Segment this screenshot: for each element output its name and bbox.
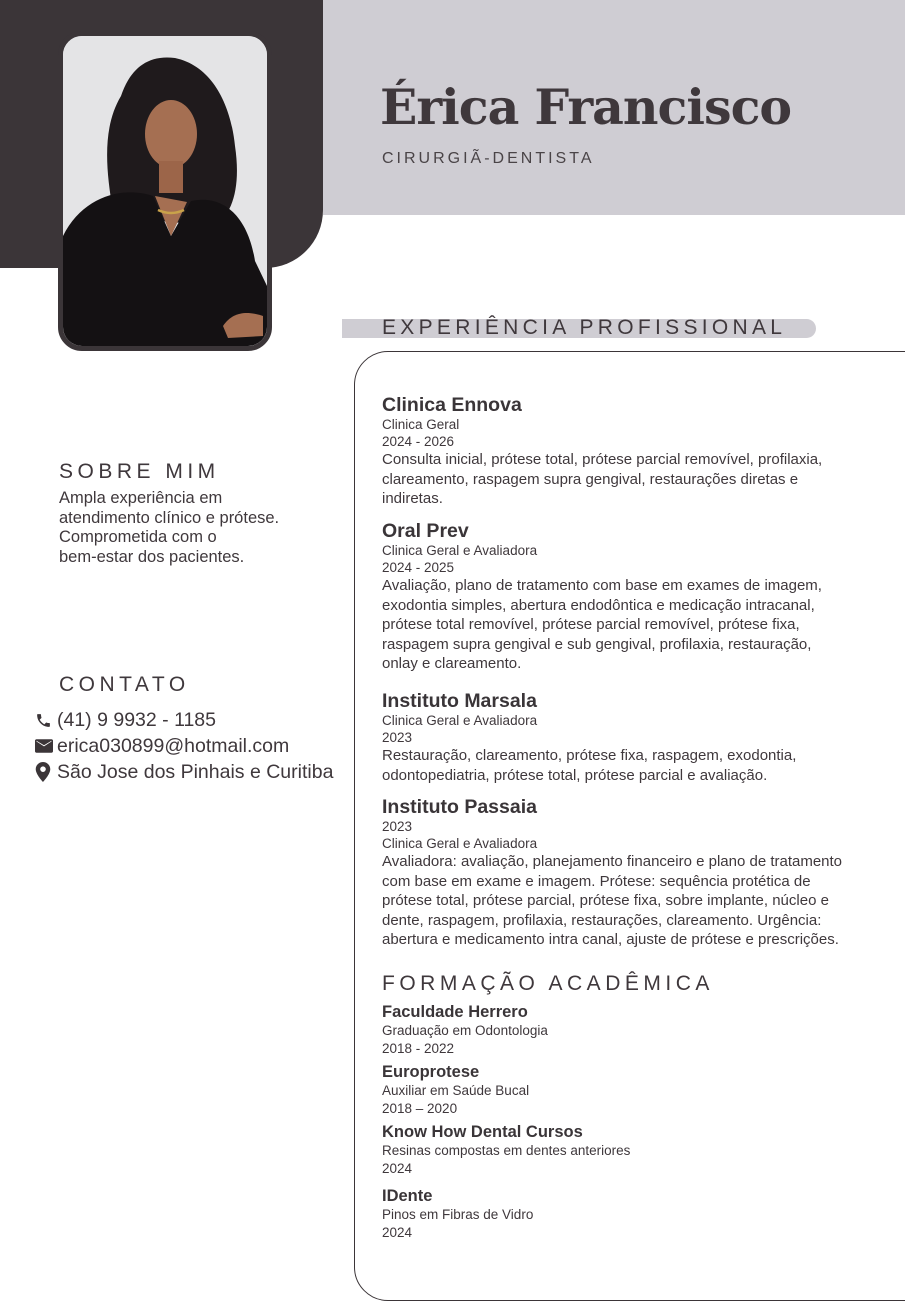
experience-heading: EXPERIÊNCIA PROFISSIONAL [382, 316, 787, 339]
phone-text: (41) 9 9932 - 1185 [57, 708, 216, 731]
mail-icon [35, 736, 57, 756]
school-name: Europrotese [382, 1063, 480, 1081]
job-title: CIRURGIÃ-DENTISTA [382, 150, 595, 167]
company-name: Instituto Marsala [382, 690, 537, 712]
position: Clinica Geral e Avaliadora [382, 543, 538, 558]
position: Clinica Geral e Avaliadora [382, 713, 538, 728]
contact-phone[interactable] [35, 707, 333, 733]
about-line: bem-estar dos pacientes. [59, 547, 245, 566]
contact-email[interactable] [35, 733, 333, 759]
period: 2023 [382, 730, 413, 745]
course-period: 2024 [382, 1160, 413, 1176]
school-name: Faculdade Herrero [382, 1003, 528, 1021]
period: 2024 - 2026 [382, 434, 455, 449]
course-name: Pinos em Fibras de Vidro [382, 1207, 534, 1222]
job-description [382, 746, 862, 785]
education-entry [382, 1122, 862, 1177]
course-name: Graduação em Odontologia [382, 1023, 548, 1038]
period: 2023 [382, 819, 413, 834]
experience-entry [382, 690, 862, 785]
period: 2024 - 2025 [382, 560, 455, 575]
position: Clinica Geral [382, 417, 460, 432]
contact-list [35, 707, 333, 785]
desc-line: dente, raspagem, profilaxia, restaurações, clareamento. Urgência: [382, 911, 822, 929]
about-line: Ampla experiência em [59, 489, 223, 507]
desc-line: indiretas. [382, 490, 443, 507]
position: Clinica Geral e Avaliadora [382, 836, 538, 851]
course-period: 2018 – 2020 [382, 1100, 458, 1116]
about-text [59, 489, 319, 567]
desc-line: Restauração, clareamento, prótese fixa, raspagem, exodontia, [382, 747, 797, 764]
experience-entry [382, 394, 862, 509]
location-text: São Jose dos Pinhais e Curitiba [57, 760, 334, 783]
job-description [382, 576, 862, 674]
desc-line: Consulta inicial, prótese total, prótese parcial removível, profilaxia, [382, 451, 823, 468]
desc-line: raspagem supra gengival e sub gengival, profilaxia, restauração, [382, 635, 812, 653]
desc-line: prótese total removível, prótese parcial removível, prótese fixa, [382, 616, 800, 633]
school-name: IDente [382, 1187, 433, 1205]
company-name: Oral Prev [382, 520, 469, 542]
company-name: Instituto Passaia [382, 796, 537, 818]
desc-line: exodontia simples, abertura endodôntica e medicação intracanal, [382, 596, 815, 614]
experience-entry [382, 796, 862, 950]
about-heading: SOBRE MIM [59, 460, 220, 483]
contact-location [35, 759, 333, 785]
company-name: Clinica Ennova [382, 394, 522, 416]
education-entry [382, 1186, 862, 1241]
contact-heading: CONTATO [59, 673, 190, 696]
education-heading: FORMAÇÃO ACADÊMICA [382, 972, 714, 995]
course-name: Resinas compostas em dentes anteriores [382, 1143, 631, 1158]
about-line: Comprometida com o [59, 528, 217, 546]
desc-line: prótese total, prótese parcial, prótese fixa, sobre implante, núcleo e [382, 892, 829, 909]
job-description [382, 450, 862, 509]
desc-line: abertura e medicamento intra canal, ajuste de prótese e prescrições. [382, 931, 839, 948]
experience-entry [382, 520, 862, 674]
desc-line: onlay e clareamento. [382, 655, 522, 672]
desc-line: com base em exame e imagem. Prótese: sequência protética de [382, 872, 811, 890]
email-text: erica030899@hotmail.com [57, 734, 290, 757]
desc-line: Avaliadora: avaliação, planejamento financeiro e plano de tratamento [382, 853, 843, 870]
about-line: atendimento clínico e prótese. [59, 508, 280, 527]
candidate-name: Érica Francisco [380, 78, 792, 136]
education-entry [382, 1002, 862, 1057]
profile-photo [58, 31, 272, 351]
education-entry [382, 1062, 862, 1117]
course-period: 2018 - 2022 [382, 1040, 455, 1056]
desc-line: Avaliação, plano de tratamento com base em exames de imagem, [382, 577, 822, 594]
school-name: Know How Dental Cursos [382, 1123, 583, 1141]
desc-line: odontopediatria, prótese total, prótese parcial e avaliação. [382, 766, 768, 784]
location-pin-icon [35, 762, 57, 782]
job-description [382, 852, 862, 950]
phone-icon [35, 710, 57, 730]
course-period: 2024 [382, 1224, 413, 1240]
course-name: Auxiliar em Saúde Bucal [382, 1083, 530, 1098]
desc-line: clareamento, raspagem supra gengival, restaurações diretas e [382, 470, 799, 488]
